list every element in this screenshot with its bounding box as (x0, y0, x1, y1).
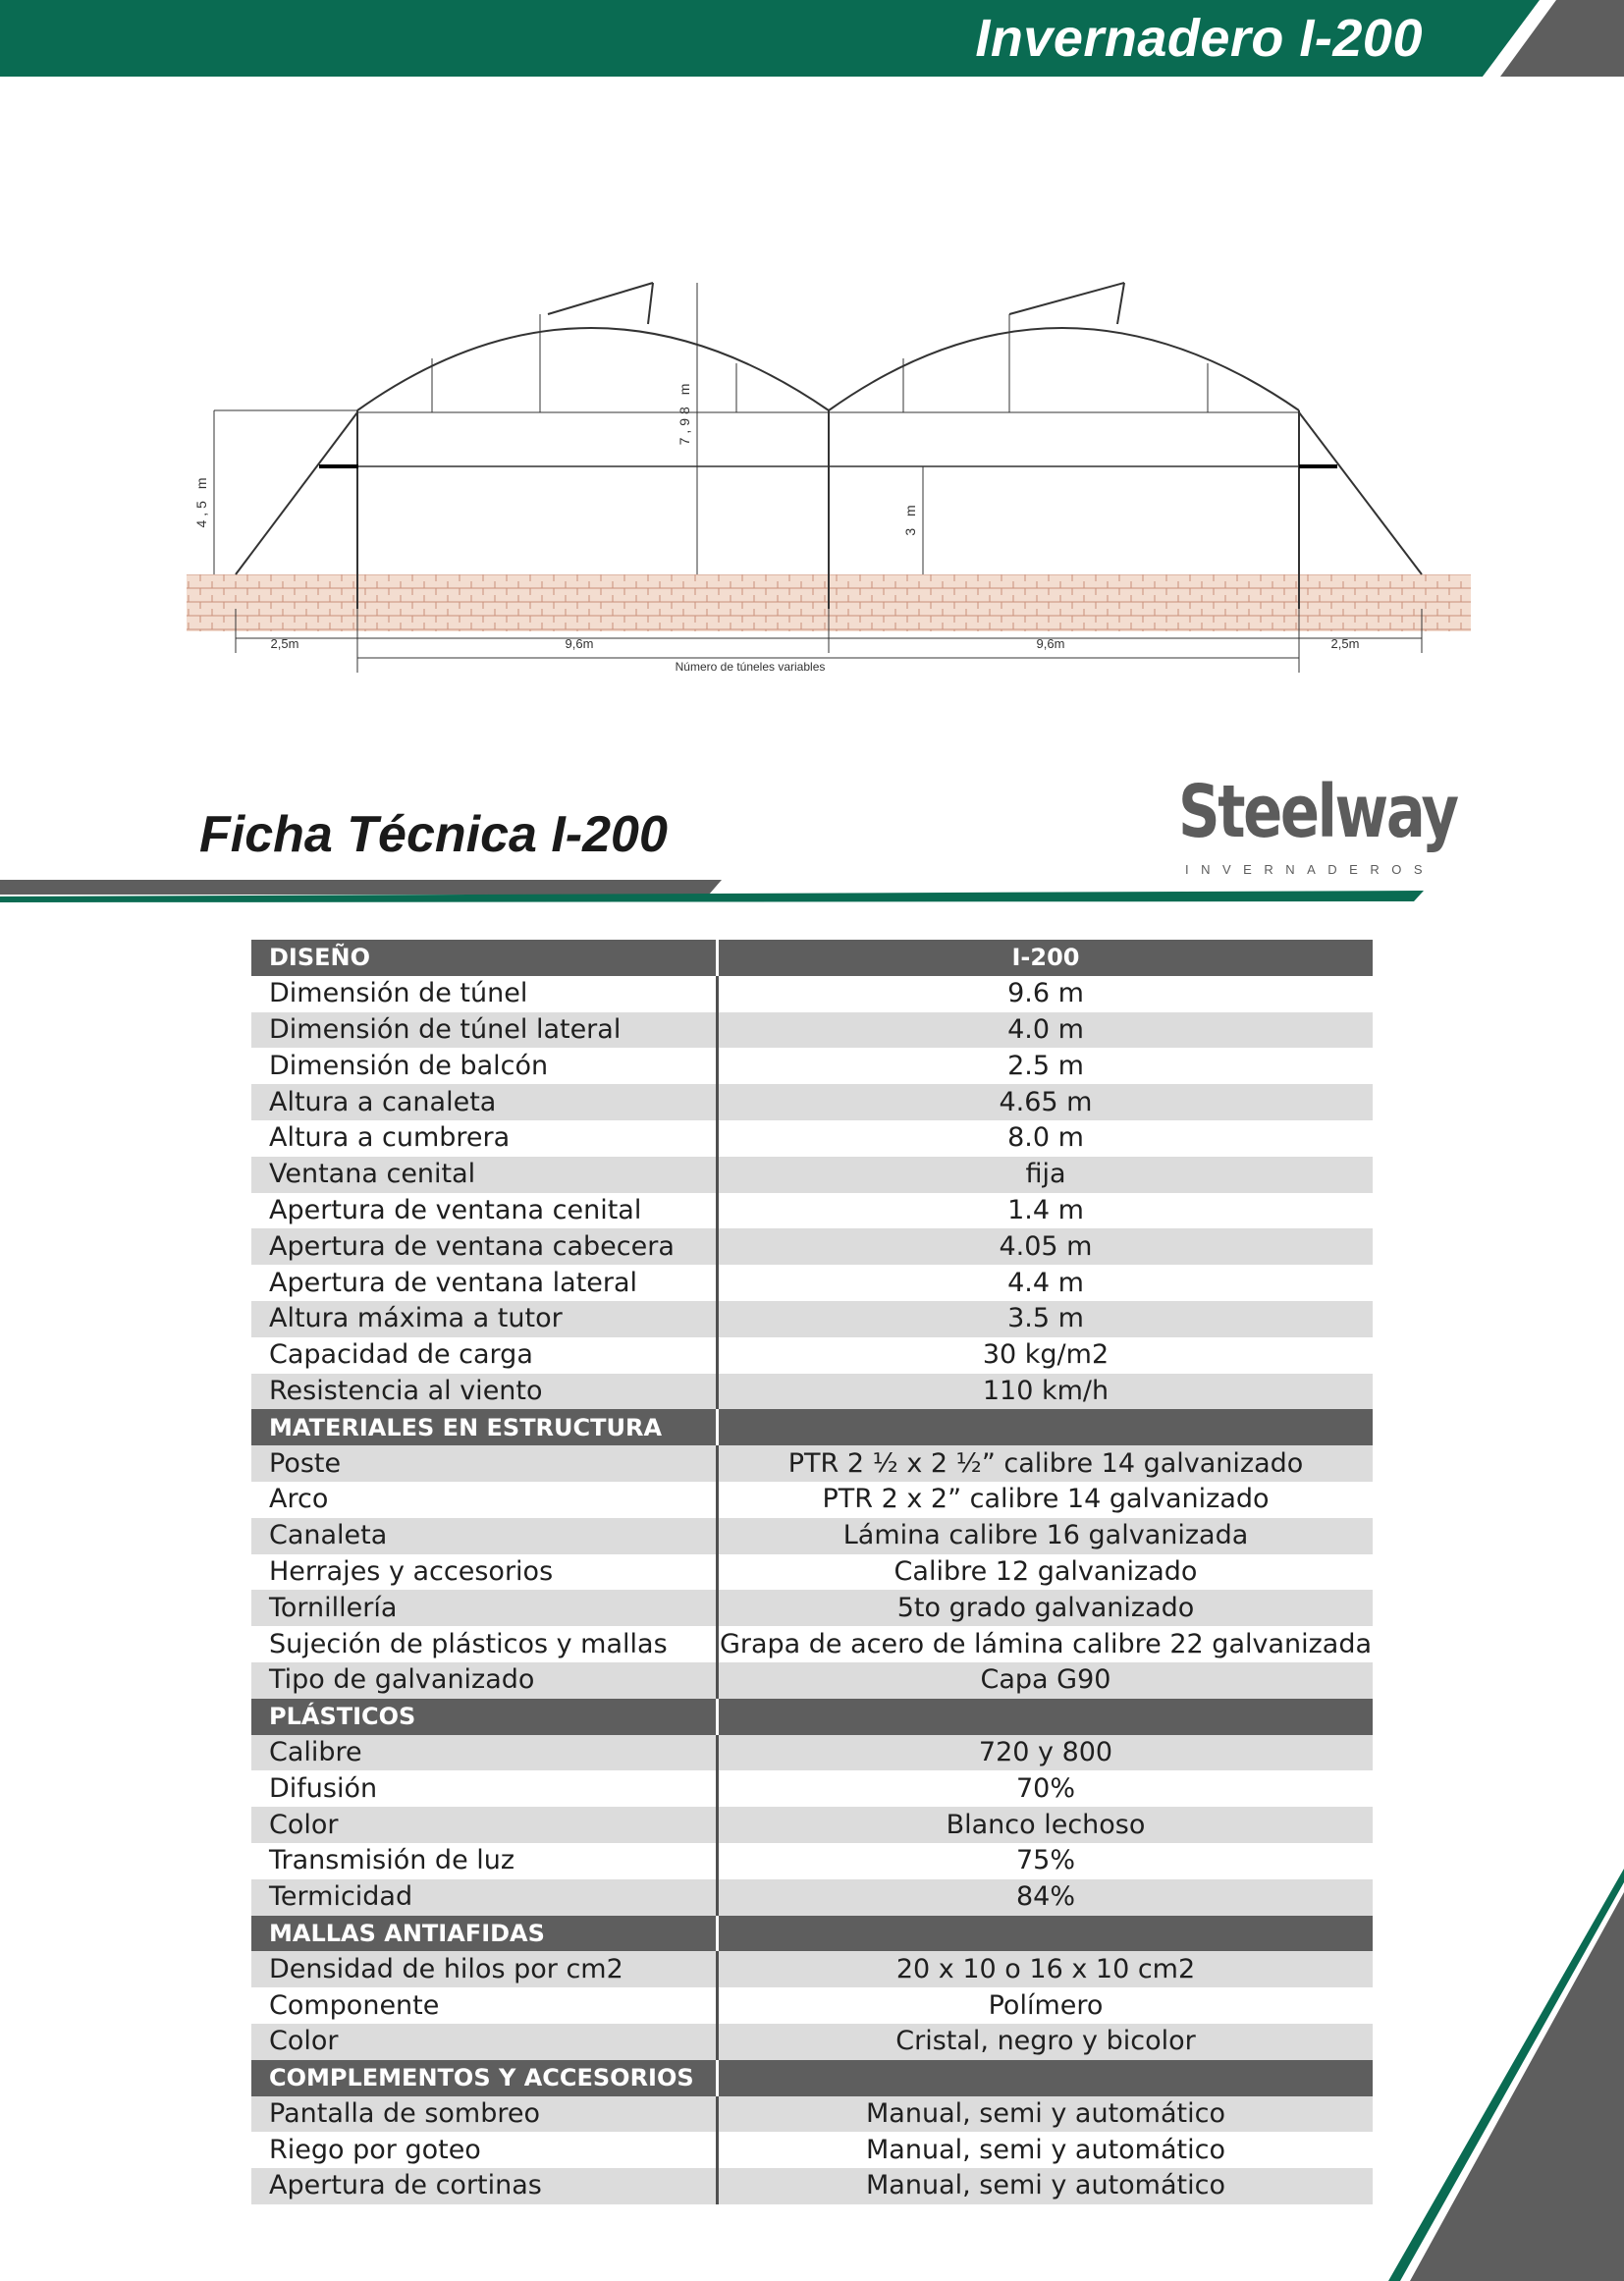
table-section-header (251, 2060, 1373, 2096)
spec-value: 110 km/h (718, 1374, 1374, 1410)
spec-label: Dimensión de balcón (269, 1050, 549, 1081)
spec-label: Apertura de ventana lateral (269, 1267, 638, 1298)
steelway-logo (1178, 770, 1457, 879)
spec-label: Sujeción de plásticos y mallas (269, 1628, 668, 1659)
table-row (251, 1337, 1373, 1374)
spec-value: 4.4 m (718, 1265, 1374, 1301)
spec-label: Tipo de galvanizado (251, 1662, 718, 1699)
section-stripe (0, 877, 1434, 906)
spec-label: Capacidad de carga (269, 1339, 533, 1371)
spec-value: 2.5 m (718, 1048, 1374, 1084)
spec-label: Herrajes y accesorios (269, 1555, 554, 1587)
table-row (251, 1951, 1373, 1987)
spec-label: Altura máxima a tutor (251, 1301, 718, 1337)
dim-tunnel-2: 9,6m (1036, 636, 1065, 651)
logo-wordmark: Steelway (1178, 770, 1457, 854)
spec-value: Manual, semi y automático (718, 2096, 1374, 2133)
dim-note: Número de túneles variables (675, 660, 826, 674)
spec-value: Grapa de acero de lámina calibre 22 galvanizada (718, 1626, 1374, 1662)
table-row (251, 2132, 1373, 2168)
spec-label: Termicidad (251, 1879, 718, 1916)
spec-value: 4.0 m (718, 1012, 1374, 1049)
spec-value: 4.05 m (718, 1228, 1374, 1265)
spec-value: 30 kg/m2 (718, 1337, 1374, 1374)
table-row (251, 1048, 1373, 1084)
table-row (251, 1590, 1373, 1626)
spec-value: 5to grado galvanizado (718, 1590, 1374, 1626)
section-label: MALLAS ANTIAFIDAS (251, 1916, 718, 1952)
spec-value: 75% (718, 1843, 1374, 1879)
table-row (251, 2168, 1373, 2204)
spec-label: Ventana cenital (251, 1157, 718, 1193)
spec-label: Altura a cumbrera (269, 1122, 511, 1154)
table-row (251, 1301, 1373, 1337)
spec-label: Altura a canaleta (251, 1084, 718, 1120)
spec-value: PTR 2 x 2” calibre 14 galvanizado (718, 1482, 1374, 1518)
spec-label: Color (251, 1807, 718, 1843)
table-row (251, 1662, 1373, 1699)
table-row (251, 2024, 1373, 2060)
spec-label: Resistencia al viento (251, 1374, 718, 1410)
section-title: Ficha Técnica I-200 (199, 806, 668, 863)
table-row (251, 1445, 1373, 1482)
table-row (251, 1228, 1373, 1265)
section-value: I-200 (718, 940, 1374, 976)
spec-value: 70% (718, 1770, 1374, 1807)
spec-label: Componente (269, 1989, 440, 2021)
table-row (251, 976, 1373, 1012)
spec-label: Dimensión de túnel (269, 978, 528, 1009)
table-row (251, 1807, 1373, 1843)
spec-label: Apertura de cortinas (251, 2168, 718, 2204)
spec-value: Polímero (718, 1987, 1374, 2024)
dim-side-height: 4,5 m (193, 473, 209, 528)
spec-value: Calibre 12 galvanizado (718, 1554, 1374, 1591)
table-row (251, 1879, 1373, 1916)
spec-value: Cristal, negro y bicolor (718, 2024, 1374, 2060)
section-label: MATERIALES EN ESTRUCTURA (251, 1409, 718, 1445)
spec-label: Arco (269, 1484, 329, 1515)
spec-label: Calibre (251, 1735, 718, 1771)
spec-value: Manual, semi y automático (718, 2168, 1374, 2204)
spec-value: Capa G90 (718, 1662, 1374, 1699)
section-value (718, 1916, 1374, 1952)
spec-value: 3.5 m (718, 1301, 1374, 1337)
table-row (251, 1084, 1373, 1120)
spec-value: 720 y 800 (718, 1735, 1374, 1771)
section-value (718, 1409, 1374, 1445)
corner-decoration (1388, 1869, 1624, 2281)
table-row (251, 1843, 1373, 1879)
table-row (251, 1518, 1373, 1554)
table-section-header (251, 1409, 1373, 1445)
spec-label: Apertura de ventana cabecera (251, 1228, 718, 1265)
dim-tunnel-1: 9,6m (565, 636, 594, 651)
table-row (251, 1482, 1373, 1518)
dim-balcony-right: 2,5m (1330, 636, 1360, 651)
spec-label: Tornillería (251, 1590, 718, 1626)
section-label: DISEÑO (251, 940, 718, 976)
spec-value: 4.65 m (718, 1084, 1374, 1120)
spec-value: fija (718, 1157, 1374, 1193)
section-label: COMPLEMENTOS Y ACCESORIOS (251, 2060, 718, 2096)
dim-ridge-height: 7,98 m (677, 379, 692, 446)
spec-label: Transmisión de luz (269, 1845, 515, 1876)
table-row (251, 1193, 1373, 1229)
spec-value: 9.6 m (718, 976, 1374, 1012)
spec-label: Densidad de hilos por cm2 (251, 1951, 718, 1987)
spec-label: Pantalla de sombreo (251, 2096, 718, 2133)
table-row (251, 1265, 1373, 1301)
spec-label: Poste (251, 1445, 718, 1482)
table-row (251, 1987, 1373, 2024)
spec-value: 8.0 m (718, 1120, 1374, 1157)
spec-value: Manual, semi y automático (718, 2132, 1374, 2168)
table-row (251, 1157, 1373, 1193)
spec-value: PTR 2 ½ x 2 ½” calibre 14 galvanizado (718, 1445, 1374, 1482)
table-row (251, 1554, 1373, 1591)
logo-tagline: INVERNADEROS (1185, 862, 1435, 877)
spec-label: Canaleta (251, 1518, 718, 1554)
spec-label: Difusión (269, 1772, 378, 1804)
section-value (718, 2060, 1374, 2096)
table-row (251, 1770, 1373, 1807)
table-row (251, 1012, 1373, 1049)
table-section-header (251, 1916, 1373, 1952)
table-section-header (251, 1699, 1373, 1735)
table-row (251, 1735, 1373, 1771)
spec-label: Dimensión de túnel lateral (251, 1012, 718, 1049)
spec-value: 84% (718, 1879, 1374, 1916)
spec-label: Color (251, 2024, 718, 2060)
page-title: Invernadero I-200 (975, 9, 1423, 68)
table-row (251, 2096, 1373, 2133)
spec-value: 20 x 10 o 16 x 10 cm2 (718, 1951, 1374, 1987)
table-section-header (251, 940, 1373, 976)
spec-value: Lámina calibre 16 galvanizada (718, 1518, 1374, 1554)
dim-balcony-left: 2,5m (270, 636, 299, 651)
section-label: PLÁSTICOS (251, 1699, 718, 1735)
spec-value: Blanco lechoso (718, 1807, 1374, 1843)
table-row (251, 1374, 1373, 1410)
table-row (251, 1120, 1373, 1157)
spec-label: Riego por goteo (269, 2134, 481, 2165)
table-row (251, 1626, 1373, 1662)
spec-table (251, 940, 1373, 2204)
spec-label: Apertura de ventana cenital (269, 1194, 642, 1225)
spec-value: 1.4 m (718, 1193, 1374, 1229)
section-value (718, 1699, 1374, 1735)
dim-gutter-height: 3 m (902, 501, 918, 536)
greenhouse-diagram (177, 265, 1473, 687)
